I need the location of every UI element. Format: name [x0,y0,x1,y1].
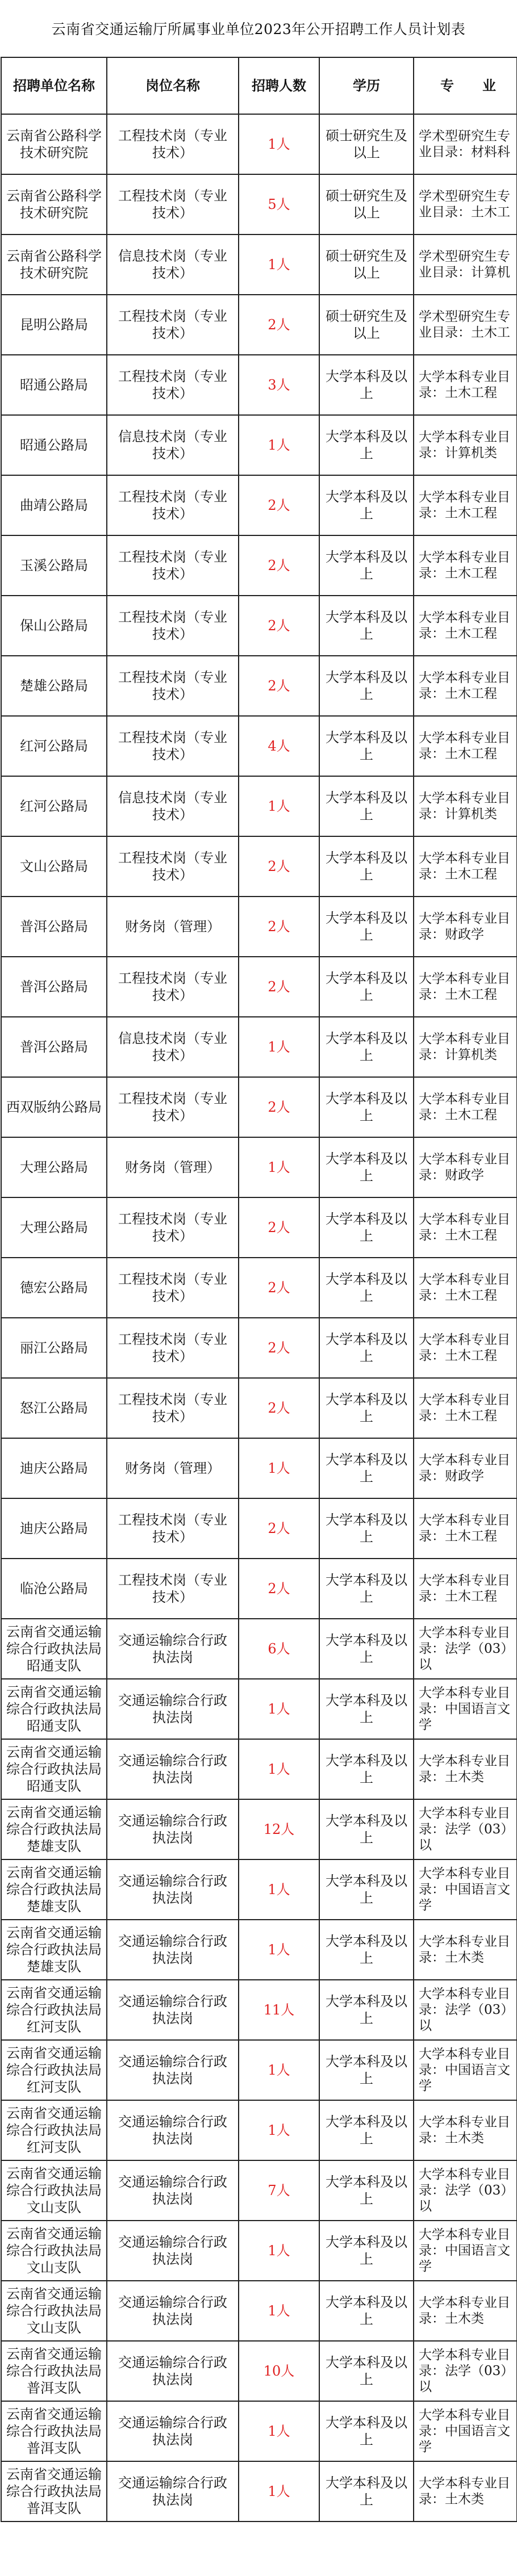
cell-major: 大学本科专业目录：土木工程 [414,1378,517,1438]
cell-edu: 大学本科及以上 [319,2040,414,2100]
cell-post: 工程技术岗（专业技术） [107,174,239,234]
cell-post: 工程技术岗（专业技术） [107,836,239,897]
cell-unit: 云南省交通运输综合行政执法局普洱支队 [1,2461,107,2521]
cell-unit: 普洱公路局 [1,897,107,957]
cell-major: 大学本科专业目录：土木工程 [414,656,517,716]
cell-edu: 大学本科及以上 [319,957,414,1017]
cell-major: 大学本科专业目录：土木工程 [414,1077,517,1137]
cell-major: 大学本科专业目录：财政学 [414,897,517,957]
cell-major: 大学本科专业目录：土木工程 [414,957,517,1017]
table-row [1,596,517,656]
header-unit: 招聘单位名称 [1,57,107,114]
cell-post: 财务岗（管理） [107,1438,239,1498]
cell-num: 10人 [239,2341,319,2401]
cell-num: 6人 [239,1619,319,1679]
cell-post: 工程技术岗（专业技术） [107,1258,239,1318]
cell-major: 大学本科专业目录：中国语言文学 [414,2221,517,2281]
cell-major: 大学本科专业目录：土木工程 [414,1498,517,1559]
header-edu: 学历 [319,57,414,114]
cell-num: 1人 [239,1920,319,1980]
cell-num: 1人 [239,1017,319,1077]
cell-post: 财务岗（管理） [107,1137,239,1197]
cell-unit: 云南省公路科学技术研究院 [1,234,107,295]
cell-unit: 普洱公路局 [1,1017,107,1077]
cell-unit: 迪庆公路局 [1,1498,107,1559]
cell-post: 交通运输综合行政执法岗 [107,2461,239,2521]
cell-num: 1人 [239,2100,319,2160]
cell-post: 信息技术岗（专业技术） [107,415,239,475]
cell-edu: 大学本科及以上 [319,1559,414,1619]
cell-major: 大学本科专业目录：计算机类 [414,1017,517,1077]
table-row [1,776,517,836]
cell-unit: 迪庆公路局 [1,1438,107,1498]
cell-major: 大学本科专业目录：法学（03）以 [414,1799,517,1859]
cell-edu: 大学本科及以上 [319,656,414,716]
cell-edu: 大学本科及以上 [319,596,414,656]
table-row [1,897,517,957]
cell-post: 工程技术岗（专业技术） [107,957,239,1017]
table-row [1,174,517,234]
cell-edu: 大学本科及以上 [319,776,414,836]
cell-num: 5人 [239,174,319,234]
cell-post: 信息技术岗（专业技术） [107,776,239,836]
cell-edu: 大学本科及以上 [319,1980,414,2040]
cell-num: 2人 [239,295,319,355]
cell-unit: 云南省交通运输综合行政执法局文山支队 [1,2281,107,2341]
cell-unit: 丽江公路局 [1,1318,107,1378]
table-row [1,1137,517,1197]
table-row [1,1920,517,1980]
cell-num: 1人 [239,2281,319,2341]
cell-post: 工程技术岗（专业技术） [107,1559,239,1619]
cell-num: 2人 [239,1077,319,1137]
cell-edu: 大学本科及以上 [319,355,414,415]
cell-post: 交通运输综合行政执法岗 [107,1980,239,2040]
cell-edu: 大学本科及以上 [319,1137,414,1197]
cell-num: 2人 [239,596,319,656]
cell-unit: 昆明公路局 [1,295,107,355]
cell-num: 2人 [239,1318,319,1378]
cell-num: 11人 [239,1980,319,2040]
cell-unit: 云南省交通运输综合行政执法局普洱支队 [1,2341,107,2401]
cell-major: 大学本科专业目录：土木类 [414,1739,517,1799]
table-row [1,2281,517,2341]
cell-post: 交通运输综合行政执法岗 [107,1859,239,1920]
cell-post: 交通运输综合行政执法岗 [107,2160,239,2221]
cell-num: 1人 [239,1137,319,1197]
table-row [1,1197,517,1258]
header-major: 专 业 [414,57,517,114]
table-row [1,234,517,295]
cell-post: 财务岗（管理） [107,897,239,957]
cell-unit: 昭通公路局 [1,355,107,415]
cell-unit: 玉溪公路局 [1,535,107,596]
cell-major: 大学本科专业目录：土木工程 [414,1559,517,1619]
cell-edu: 大学本科及以上 [319,1619,414,1679]
table-row [1,2040,517,2100]
cell-edu: 大学本科及以上 [319,1318,414,1378]
cell-unit: 西双版纳公路局 [1,1077,107,1137]
cell-edu: 硕士研究生及以上 [319,174,414,234]
table-row [1,1378,517,1438]
table-row [1,2221,517,2281]
table-row [1,2341,517,2401]
cell-post: 交通运输综合行政执法岗 [107,2040,239,2100]
cell-post: 交通运输综合行政执法岗 [107,2341,239,2401]
cell-major: 大学本科专业目录：土木类 [414,2281,517,2341]
cell-unit: 大理公路局 [1,1197,107,1258]
table-row [1,1438,517,1498]
cell-major: 学术型研究生专业目录：土木工 [414,295,517,355]
cell-edu: 大学本科及以上 [319,1077,414,1137]
table-row [1,1799,517,1859]
table-row [1,1559,517,1619]
cell-edu: 大学本科及以上 [319,2100,414,2160]
cell-num: 4人 [239,716,319,776]
cell-major: 大学本科专业目录：法学（03）以 [414,2341,517,2401]
cell-edu: 大学本科及以上 [319,1258,414,1318]
cell-num: 1人 [239,234,319,295]
cell-post: 交通运输综合行政执法岗 [107,1679,239,1739]
cell-post: 工程技术岗（专业技术） [107,1197,239,1258]
cell-num: 1人 [239,2401,319,2461]
table-row [1,535,517,596]
cell-major: 大学本科专业目录：计算机类 [414,415,517,475]
header-post: 岗位名称 [107,57,239,114]
cell-major: 学术型研究生专业目录：计算机 [414,234,517,295]
cell-edu: 大学本科及以上 [319,1859,414,1920]
cell-post: 信息技术岗（专业技术） [107,234,239,295]
cell-unit: 云南省交通运输综合行政执法局文山支队 [1,2221,107,2281]
cell-num: 1人 [239,2221,319,2281]
cell-post: 交通运输综合行政执法岗 [107,2281,239,2341]
cell-major: 大学本科专业目录：土木类 [414,1920,517,1980]
cell-num: 1人 [239,415,319,475]
cell-edu: 大学本科及以上 [319,2160,414,2221]
cell-num: 2人 [239,1559,319,1619]
cell-major: 学术型研究生专业目录：材料科 [414,114,517,174]
cell-major: 大学本科专业目录：中国语言文学 [414,2040,517,2100]
cell-unit: 昭通公路局 [1,415,107,475]
cell-post: 交通运输综合行政执法岗 [107,1739,239,1799]
cell-post: 交通运输综合行政执法岗 [107,1619,239,1679]
cell-num: 2人 [239,475,319,535]
cell-post: 工程技术岗（专业技术） [107,1077,239,1137]
cell-edu: 硕士研究生及以上 [319,295,414,355]
cell-unit: 德宏公路局 [1,1258,107,1318]
cell-post: 信息技术岗（专业技术） [107,1017,239,1077]
cell-num: 2人 [239,957,319,1017]
document-title: 云南省交通运输厅所属事业单位2023年公开招聘工作人员计划表 [51,21,466,37]
table-row [1,1619,517,1679]
cell-major: 大学本科专业目录：法学（03）以 [414,1619,517,1679]
cell-post: 工程技术岗（专业技术） [107,295,239,355]
cell-num: 1人 [239,1679,319,1739]
table-row [1,1679,517,1739]
cell-num: 2人 [239,836,319,897]
table-row [1,415,517,475]
cell-post: 工程技术岗（专业技术） [107,1498,239,1559]
cell-num: 1人 [239,1438,319,1498]
cell-unit: 曲靖公路局 [1,475,107,535]
cell-post: 工程技术岗（专业技术） [107,596,239,656]
cell-edu: 硕士研究生及以上 [319,114,414,174]
cell-unit: 云南省交通运输综合行政执法局红河支队 [1,2100,107,2160]
cell-post: 交通运输综合行政执法岗 [107,2401,239,2461]
cell-major: 大学本科专业目录：中国语言文学 [414,1679,517,1739]
table-row [1,475,517,535]
cell-unit: 大理公路局 [1,1137,107,1197]
table-row [1,1859,517,1920]
cell-edu: 大学本科及以上 [319,1920,414,1980]
table-row [1,2461,517,2521]
cell-major: 大学本科专业目录：法学（03）以 [414,1980,517,2040]
cell-edu: 大学本科及以上 [319,2401,414,2461]
cell-unit: 云南省交通运输综合行政执法局昭通支队 [1,1619,107,1679]
cell-edu: 大学本科及以上 [319,1799,414,1859]
cell-edu: 大学本科及以上 [319,535,414,596]
cell-major: 大学本科专业目录：财政学 [414,1137,517,1197]
cell-major: 大学本科专业目录：土木工程 [414,716,517,776]
cell-major: 大学本科专业目录：土木工程 [414,535,517,596]
cell-num: 1人 [239,114,319,174]
cell-major: 大学本科专业目录：计算机类 [414,776,517,836]
cell-major: 大学本科专业目录：土木类 [414,2461,517,2521]
cell-edu: 大学本科及以上 [319,1197,414,1258]
cell-edu: 大学本科及以上 [319,716,414,776]
cell-edu: 大学本科及以上 [319,1017,414,1077]
cell-unit: 怒江公路局 [1,1378,107,1438]
cell-unit: 保山公路局 [1,596,107,656]
table-row [1,1318,517,1378]
cell-major: 大学本科专业目录：土木工程 [414,1318,517,1378]
cell-unit: 云南省交通运输综合行政执法局文山支队 [1,2160,107,2221]
cell-unit: 红河公路局 [1,716,107,776]
recruitment-plan-table [1,57,517,2522]
cell-num: 1人 [239,1859,319,1920]
cell-unit: 云南省交通运输综合行政执法局普洱支队 [1,2401,107,2461]
cell-unit: 云南省交通运输综合行政执法局昭通支队 [1,1679,107,1739]
cell-edu: 大学本科及以上 [319,1498,414,1559]
cell-unit: 普洱公路局 [1,957,107,1017]
cell-major: 大学本科专业目录：法学（03）以 [414,2160,517,2221]
table-row [1,836,517,897]
cell-major: 大学本科专业目录：土木类 [414,2100,517,2160]
cell-major: 学术型研究生专业目录：土木工 [414,174,517,234]
cell-post: 交通运输综合行政执法岗 [107,2100,239,2160]
table-row [1,656,517,716]
cell-num: 1人 [239,2461,319,2521]
cell-edu: 大学本科及以上 [319,1438,414,1498]
cell-unit: 云南省交通运输综合行政执法局楚雄支队 [1,1859,107,1920]
cell-edu: 大学本科及以上 [319,415,414,475]
table-row [1,957,517,1017]
table-body [1,114,517,2521]
cell-unit: 文山公路局 [1,836,107,897]
table-row [1,295,517,355]
cell-num: 2人 [239,1197,319,1258]
cell-major: 大学本科专业目录：中国语言文学 [414,2401,517,2461]
cell-num: 2人 [239,1378,319,1438]
header-num: 招聘人数 [239,57,319,114]
cell-unit: 云南省交通运输综合行政执法局楚雄支队 [1,1799,107,1859]
table-row [1,1017,517,1077]
cell-major: 大学本科专业目录：土木工程 [414,355,517,415]
table-row [1,716,517,776]
cell-edu: 大学本科及以上 [319,475,414,535]
cell-post: 工程技术岗（专业技术） [107,535,239,596]
cell-major: 大学本科专业目录：土木工程 [414,475,517,535]
cell-num: 2人 [239,897,319,957]
cell-edu: 大学本科及以上 [319,836,414,897]
cell-post: 工程技术岗（专业技术） [107,656,239,716]
cell-post: 交通运输综合行政执法岗 [107,2221,239,2281]
table-row [1,1498,517,1559]
cell-major: 大学本科专业目录：土木工程 [414,1197,517,1258]
cell-unit: 云南省交通运输综合行政执法局红河支队 [1,1980,107,2040]
cell-unit: 楚雄公路局 [1,656,107,716]
cell-unit: 云南省交通运输综合行政执法局红河支队 [1,2040,107,2100]
cell-post: 工程技术岗（专业技术） [107,114,239,174]
cell-num: 2人 [239,535,319,596]
cell-edu: 大学本科及以上 [319,1739,414,1799]
table-row [1,2100,517,2160]
cell-unit: 临沧公路局 [1,1559,107,1619]
cell-edu: 大学本科及以上 [319,2221,414,2281]
cell-unit: 云南省交通运输综合行政执法局楚雄支队 [1,1920,107,1980]
cell-post: 工程技术岗（专业技术） [107,1378,239,1438]
table-row [1,1980,517,2040]
cell-edu: 大学本科及以上 [319,2281,414,2341]
table-row [1,2401,517,2461]
cell-major: 大学本科专业目录：财政学 [414,1438,517,1498]
cell-post: 工程技术岗（专业技术） [107,475,239,535]
cell-num: 7人 [239,2160,319,2221]
cell-unit: 云南省交通运输综合行政执法局昭通支队 [1,1739,107,1799]
table-header-row [1,57,517,114]
table-row [1,1258,517,1318]
cell-major: 大学本科专业目录：中国语言文学 [414,1859,517,1920]
cell-edu: 硕士研究生及以上 [319,234,414,295]
cell-edu: 大学本科及以上 [319,1679,414,1739]
cell-num: 1人 [239,2040,319,2100]
cell-edu: 大学本科及以上 [319,897,414,957]
cell-unit: 云南省公路科学技术研究院 [1,174,107,234]
table-row [1,1739,517,1799]
cell-edu: 大学本科及以上 [319,2461,414,2521]
cell-major: 大学本科专业目录：土木工程 [414,836,517,897]
cell-num: 2人 [239,1258,319,1318]
cell-post: 交通运输综合行政执法岗 [107,1799,239,1859]
cell-post: 工程技术岗（专业技术） [107,355,239,415]
cell-major: 大学本科专业目录：土木工程 [414,1258,517,1318]
table-row [1,355,517,415]
table-row [1,114,517,174]
cell-edu: 大学本科及以上 [319,1378,414,1438]
table-row [1,1077,517,1137]
cell-major: 大学本科专业目录：土木工程 [414,596,517,656]
cell-post: 工程技术岗（专业技术） [107,716,239,776]
cell-unit: 云南省公路科学技术研究院 [1,114,107,174]
cell-num: 1人 [239,1739,319,1799]
cell-post: 交通运输综合行政执法岗 [107,1920,239,1980]
table-row [1,2160,517,2221]
cell-num: 2人 [239,656,319,716]
cell-num: 1人 [239,776,319,836]
cell-num: 12人 [239,1799,319,1859]
cell-post: 工程技术岗（专业技术） [107,1318,239,1378]
cell-num: 3人 [239,355,319,415]
cell-num: 2人 [239,1498,319,1559]
cell-unit: 红河公路局 [1,776,107,836]
cell-edu: 大学本科及以上 [319,2341,414,2401]
